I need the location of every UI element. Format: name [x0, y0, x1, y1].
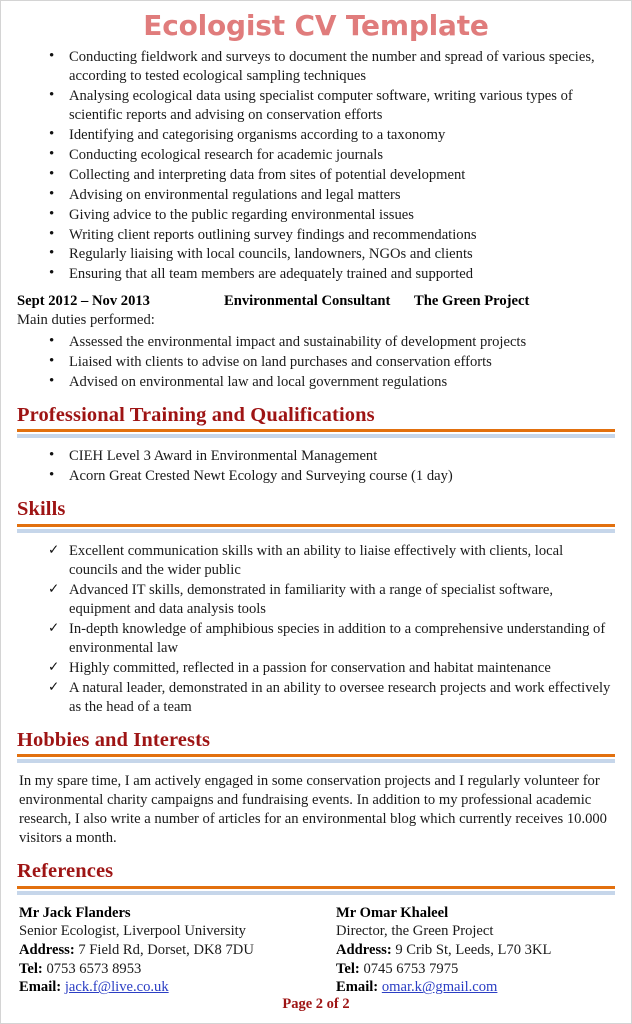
page-footer: Page 2 of 2	[282, 996, 350, 1012]
list-item: • Giving advice to the public regarding environmental issues	[17, 206, 615, 225]
training-list	[17, 447, 615, 486]
divider-rule-blue	[17, 434, 615, 438]
email-link[interactable]: jack.f@live.co.uk	[64, 979, 169, 996]
email-link[interactable]: omar.k@gmail.com	[381, 979, 498, 996]
reference-entry	[318, 904, 632, 997]
job-header-row	[17, 292, 615, 310]
divider-rule-orange	[17, 524, 615, 527]
section-divider	[17, 429, 615, 438]
list-item: • Identifying and categorising organisms according to a taxonomy	[17, 126, 615, 145]
divider-rule-blue	[17, 759, 615, 763]
divider-rule-blue	[17, 891, 615, 895]
top-duties-list	[17, 48, 615, 285]
tel-value: 0745 6753 7975	[363, 960, 459, 977]
list-item: • Advised on environmental law and local government regulations	[17, 373, 615, 392]
job-title: Environmental Consultant	[224, 293, 391, 310]
section-heading-hobbies: Hobbies and Interests	[17, 728, 211, 751]
reference-address	[19, 941, 318, 960]
cv-content	[1, 1, 631, 997]
divider-rule-orange	[17, 429, 615, 432]
section-divider	[17, 886, 615, 895]
address-value: 9 Crib St, Leeds, L70 3KL	[395, 942, 552, 959]
reference-name: Mr Omar Khaleel	[336, 904, 449, 921]
list-item: • CIEH Level 3 Award in Environmental Management	[17, 447, 615, 466]
address-value: 7 Field Rd, Dorset, DK8 7DU	[78, 942, 254, 959]
list-item: • Collecting and interpreting data from sites of potential development	[17, 166, 615, 185]
address-label: Address:	[336, 942, 392, 959]
section-heading-training: Professional Training and Qualifications	[17, 403, 375, 426]
reference-address	[336, 941, 632, 960]
list-item: • Liaised with clients to advise on land purchases and conservation efforts	[17, 353, 615, 372]
job-organisation: The Green Project	[414, 293, 530, 310]
skills-list	[17, 542, 615, 717]
list-item: • Conducting ecological research for academic journals	[17, 146, 615, 165]
job-dates: Sept 2012 – Nov 2013	[17, 293, 150, 310]
section-heading-references: References	[17, 860, 114, 883]
list-item: ✓ Advanced IT skills, demonstrated in familiarity with a range of specialist software, equipment and data analysis tools	[17, 581, 615, 619]
reference-tel	[336, 960, 632, 979]
list-item: • Advising on environmental regulations and legal matters	[17, 186, 615, 205]
hobbies-paragraph: In my spare time, I am actively engaged in some conservation projects and I regularly volunteer for environmental charity campaigns and fundraising events. In addition to my professional academic research, I also write a number of articles for an environmental blog which currently receives 10.000 visitors a month.	[19, 773, 607, 847]
list-item: • Writing client reports outlining survey findings and recommendations	[17, 226, 615, 245]
list-item: ✓ Highly committed, reflected in a passion for conservation and habitat maintenance	[17, 659, 615, 678]
section-divider	[17, 524, 615, 533]
divider-rule-orange	[17, 754, 615, 757]
list-item: • Regularly liaising with local councils, landowners, NGOs and clients	[17, 245, 615, 264]
list-item: • Acorn Great Crested Newt Ecology and Surveying course (1 day)	[17, 467, 615, 486]
divider-rule-orange	[17, 886, 615, 889]
list-item: ✓ In-depth knowledge of amphibious species in addition to a comprehensive understanding of environmental law	[17, 620, 615, 658]
references-columns	[17, 904, 615, 997]
tel-value: 0753 6573 8953	[46, 960, 142, 977]
reference-name: Mr Jack Flanders	[19, 904, 131, 921]
address-label: Address:	[19, 942, 75, 959]
section-divider	[17, 754, 615, 763]
divider-rule-blue	[17, 529, 615, 533]
list-item: ✓ A natural leader, demonstrated in an ability to oversee research projects and work effectively as the head of a team	[17, 679, 615, 717]
reference-email	[19, 978, 318, 997]
email-label: Email:	[336, 979, 379, 996]
tel-label: Tel:	[336, 960, 360, 977]
reference-email	[336, 978, 632, 997]
list-item: ✓ Excellent communication skills with an ability to liaise effectively with clients, local councils and the wider public	[17, 542, 615, 580]
main-duties-label: Main duties performed:	[17, 311, 155, 328]
reference-role: Director, the Green Project	[336, 923, 494, 940]
section-heading-skills: Skills	[17, 498, 66, 521]
list-item: • Assessed the environmental impact and sustainability of development projects	[17, 333, 615, 352]
tel-label: Tel:	[19, 960, 43, 977]
list-item: • Ensuring that all team members are adequately trained and supported	[17, 265, 615, 284]
reference-role: Senior Ecologist, Liverpool University	[19, 923, 246, 940]
job-duties-list	[17, 333, 615, 392]
list-item: • Analysing ecological data using specialist computer software, writing various types of scientific reports and advising on conservation efforts	[17, 87, 615, 125]
reference-entry	[17, 904, 318, 997]
reference-tel	[19, 960, 318, 979]
list-item: • Conducting fieldwork and surveys to document the number and spread of various species, according to tested ecological sampling techniques	[17, 48, 615, 86]
email-label: Email:	[19, 979, 62, 996]
page-title: Ecologist CV Template	[143, 9, 489, 42]
